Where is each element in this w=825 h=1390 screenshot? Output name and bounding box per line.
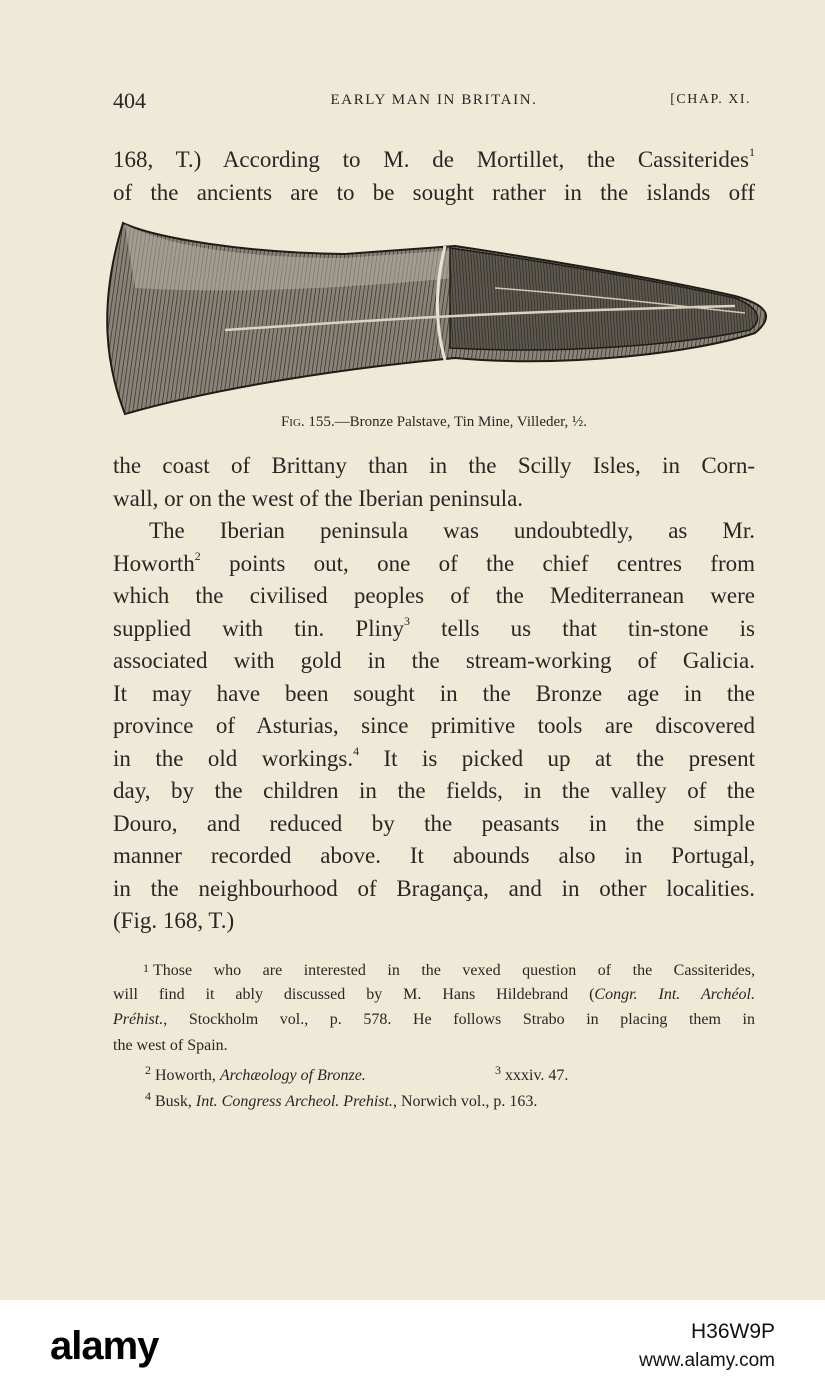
text-line: of the ancients are to be sought rather in the islands off	[113, 179, 755, 205]
footnote-ref: 3	[403, 613, 410, 628]
site-url: www.alamy.com	[639, 1350, 775, 1371]
paragraph-brittany	[113, 450, 755, 515]
bronze-palstave-illustration	[95, 218, 775, 418]
blade-highlight	[125, 224, 455, 290]
text-line: day, by the children in the fields, in the valley of the	[113, 778, 755, 803]
stock-watermark-bar	[0, 1300, 825, 1390]
footnote-2-3	[113, 1058, 755, 1084]
footnote-ref: 4	[353, 743, 360, 758]
text-line: 168, T.) According to M. de Mortillet, the Cassiterides$^1$	[113, 145, 755, 172]
footnote-1-line: Préhist., Stockholm vol., p. 578. He follows Strabo in placing them in	[113, 1011, 755, 1028]
page-number: 404	[113, 88, 146, 113]
text-line: wall, or on the west of the Iberian peninsula.	[113, 485, 524, 511]
stop-ridge	[450, 248, 758, 350]
footnote-1-line: the west of Spain.	[113, 1036, 228, 1054]
paragraph-continuation	[113, 144, 755, 209]
image-id: H36W9P	[690, 1320, 775, 1343]
text-line: The Iberian peninsula was undoubtedly, as Mr.	[149, 518, 755, 543]
footnote-ref: 1	[749, 145, 755, 159]
footnote-1-line: will find it ably discussed by M. Hans Hildebrand (Congr. Int. Archéol.	[113, 985, 755, 1003]
figure-caption-text: —Bronze Palstave, Tin Mine, Villeder, ½.	[334, 414, 588, 430]
running-title: EARLY MAN IN BRITAIN.	[330, 92, 538, 108]
footnote-2: $^2$ Howorth, Archæology of Bronze.	[145, 1063, 366, 1084]
text-line: in the old workings.$^4$ It is picked up at the present	[113, 743, 755, 771]
text-line: It may have been sought in the Bronze age in the	[113, 680, 755, 706]
text-line: manner recorded above. It abounds also in Portugal,	[113, 843, 755, 868]
text-line: (Fig. 168, T.)	[113, 908, 235, 933]
text-line: Howorth$^2$ points out, one of the chief centres from	[113, 548, 755, 576]
footnote-4: $^4$ Busk, Int. Congress Archeol. Prehist., Norwich vol., p. 163.	[145, 1088, 538, 1110]
chapter-reference: [CHAP. XI.	[670, 92, 751, 107]
figure-caption	[113, 414, 755, 431]
alamy-logo: alamy	[50, 1324, 159, 1368]
text-line: associated with gold in the stream-working of Galicia.	[113, 648, 755, 673]
footnote-3: $^3$ xxxiv. 47.	[495, 1063, 569, 1084]
paragraph-iberian	[113, 515, 755, 938]
text-line: Douro, and reduced by the peasants in the simple	[113, 810, 755, 836]
text-line: the coast of Brittany than in the Scilly Isles, in Corn-	[113, 453, 755, 478]
running-head	[113, 88, 755, 122]
text-line: supplied with tin. Pliny$^3$ tells us that tin-stone is	[113, 613, 755, 641]
text-line: which the civilised peoples of the Mediterranean were	[113, 583, 755, 608]
figure-number: Fig. 155.	[280, 414, 335, 430]
footnotes	[113, 956, 755, 1109]
text-line: province of Asturias, since primitive tools are discovered	[113, 713, 755, 738]
footnote-ref: 2	[194, 548, 201, 563]
footnote-1: 1 Those who are interested in the vexed question of the Cassiterides,	[143, 961, 755, 979]
text-line: in the neighbourhood of Bragança, and in other localities.	[113, 875, 755, 901]
